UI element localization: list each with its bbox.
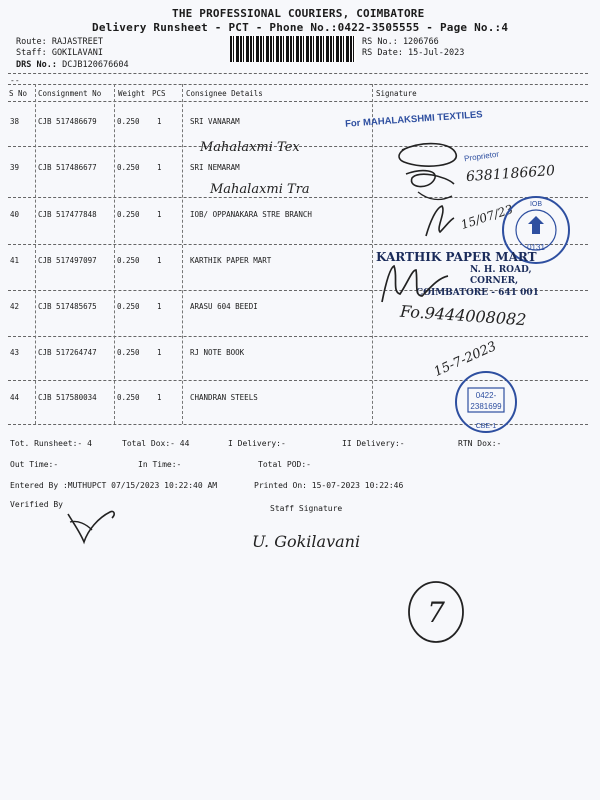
- row-pcs: 1: [157, 302, 162, 311]
- table-top-mark: --: [10, 76, 20, 85]
- row-pcs: 1: [157, 393, 162, 402]
- round-stamp-number: 2381699: [470, 402, 502, 411]
- col-header-weight: Weight: [118, 89, 146, 98]
- row-sno: 43: [10, 348, 20, 357]
- staff-signature-label: Staff Signature: [270, 504, 343, 513]
- row38-39-signature-scribble: [394, 140, 464, 208]
- row-pcs: 1: [157, 210, 162, 219]
- row-weight: 0.250: [117, 302, 140, 311]
- row-weight: 0.250: [117, 210, 140, 219]
- row-consignment: CJB 517477848: [38, 210, 97, 219]
- col-divider: [372, 84, 373, 424]
- rs-number: RS No.: 1206766: [362, 37, 439, 47]
- drs-number: [16, 60, 129, 70]
- row-sno: 41: [10, 256, 20, 265]
- col-divider: [114, 84, 115, 424]
- table-top-rule: [8, 73, 588, 74]
- staff-label: Staff: GOKILAVANI: [16, 48, 103, 58]
- karthik-stamp-line: CORNER,: [470, 276, 519, 286]
- row-consignment: CJB 517486677: [38, 163, 97, 172]
- row-consignment: CJB 517580034: [38, 393, 97, 402]
- handwritten-phone: Fo.9444008082: [399, 301, 527, 330]
- table-header-rule-top: [8, 84, 588, 85]
- handwritten-note: Mahalaxmi Tra: [210, 182, 310, 197]
- karthik-stamp-line: N. H. ROAD,: [470, 265, 532, 275]
- row-consignee: SRI VANARAM: [190, 117, 240, 126]
- route-label: Route: RAJASTREET: [16, 37, 103, 47]
- drs-value: DCJB120676604: [62, 60, 129, 70]
- handwritten-note: Mahalaxmi Tex: [200, 140, 300, 155]
- row-sno: 40: [10, 210, 20, 219]
- runsheet-title: Delivery Runsheet - PCT - Phone No.:0422-3505555 - Page No.:4: [92, 21, 509, 34]
- row-consignee: ARASU 604 BEEDI: [190, 302, 258, 311]
- col-header-pcs: PCS: [152, 89, 166, 98]
- row-consignment: CJB 517486679: [38, 117, 97, 126]
- staff-handwritten-name: U. Gokilavani: [252, 532, 361, 551]
- col-divider: [182, 84, 183, 424]
- row-consignee: IOB/ OPPANAKARA STRE BRANCH: [190, 210, 312, 219]
- handwritten-date: 15/07/23: [459, 202, 515, 232]
- table-header-rule-bottom: [8, 101, 588, 102]
- col-header-sno: S No: [9, 89, 28, 98]
- total-dox: Total Dox:- 44: [122, 439, 190, 448]
- row-pcs: 1: [157, 117, 162, 126]
- row-weight: 0.250: [117, 256, 140, 265]
- row-weight: 0.250: [117, 393, 140, 402]
- company-name: THE PROFESSIONAL COURIERS, COIMBATORE: [172, 7, 425, 20]
- row-separator: [8, 336, 588, 337]
- karthik-stamp-line: COIMBATORE - 641 001: [416, 288, 539, 298]
- col-header-consignment: Consignment No: [38, 89, 102, 98]
- row40-signature: [420, 202, 460, 242]
- drs-label: DRS No.:: [16, 60, 57, 70]
- iob-ring-label: IOB: [529, 201, 543, 208]
- ii-delivery: II Delivery:-: [342, 439, 405, 448]
- row44-round-stamp: [446, 368, 526, 434]
- round-stamp-code: 0422-: [475, 391, 497, 400]
- verified-by: Verified By: [10, 500, 63, 509]
- rs-date: RS Date: 15-Jul-2023: [362, 48, 465, 58]
- row-sno: 44: [10, 393, 20, 402]
- handwritten-phone: 6381186620: [465, 162, 556, 186]
- col-divider: [35, 84, 36, 424]
- barcode-image: [230, 36, 356, 62]
- col-header-signature: Signature: [376, 89, 417, 98]
- row-consignee: RJ NOTE BOOK: [190, 348, 245, 357]
- entered-by: Entered By :MUTHUPCT 07/15/2023 10:22:40 AM: [10, 481, 218, 490]
- verifier-signature: [64, 502, 124, 550]
- row-consignee: CHANDRAN STEELS: [190, 393, 258, 402]
- row-pcs: 1: [157, 348, 162, 357]
- row-sno: 42: [10, 302, 20, 311]
- tot-runsheet: Tot. Runsheet:- 4: [10, 439, 92, 448]
- row-consignee: SRI NEMARAM: [190, 163, 240, 172]
- row-sno: 39: [10, 163, 20, 172]
- row-sno: 38: [10, 117, 20, 126]
- row-consignment: CJB 517485675: [38, 302, 97, 311]
- printed-on: Printed On: 15-07-2023 10:22:46: [254, 481, 404, 490]
- i-delivery: I Delivery:-: [228, 439, 286, 448]
- in-time: In Time:-: [138, 460, 182, 469]
- rtn-dox: RTN Dox:-: [458, 439, 502, 448]
- row41-signature: [378, 262, 468, 308]
- row-consignment: CJB 517497097: [38, 256, 97, 265]
- out-time: Out Time:-: [10, 460, 59, 469]
- karthik-stamp-name: KARTHIK PAPER MART: [376, 250, 537, 264]
- row-consignment: CJB 517264747: [38, 348, 97, 357]
- proprietor-stamp: Proprietor: [463, 149, 500, 164]
- iob-code: 0131: [527, 243, 545, 252]
- row-pcs: 1: [157, 256, 162, 265]
- row-pcs: 1: [157, 163, 162, 172]
- row-consignee: KARTHIK PAPER MART: [190, 256, 272, 265]
- total-pod: Total POD:-: [258, 460, 311, 469]
- row-weight: 0.250: [117, 117, 140, 126]
- round-stamp-label: CBE-1: [475, 423, 497, 430]
- circled-number: 7: [427, 596, 445, 629]
- col-header-consignee: Consignee Details: [186, 89, 263, 98]
- mahalakshmi-stamp: For MAHALAKSHMI TEXTILES: [344, 109, 483, 130]
- row-weight: 0.250: [117, 348, 140, 357]
- circled-page-number: [404, 578, 468, 646]
- handwritten-date: 15-7-2023: [431, 339, 499, 380]
- row-weight: 0.250: [117, 163, 140, 172]
